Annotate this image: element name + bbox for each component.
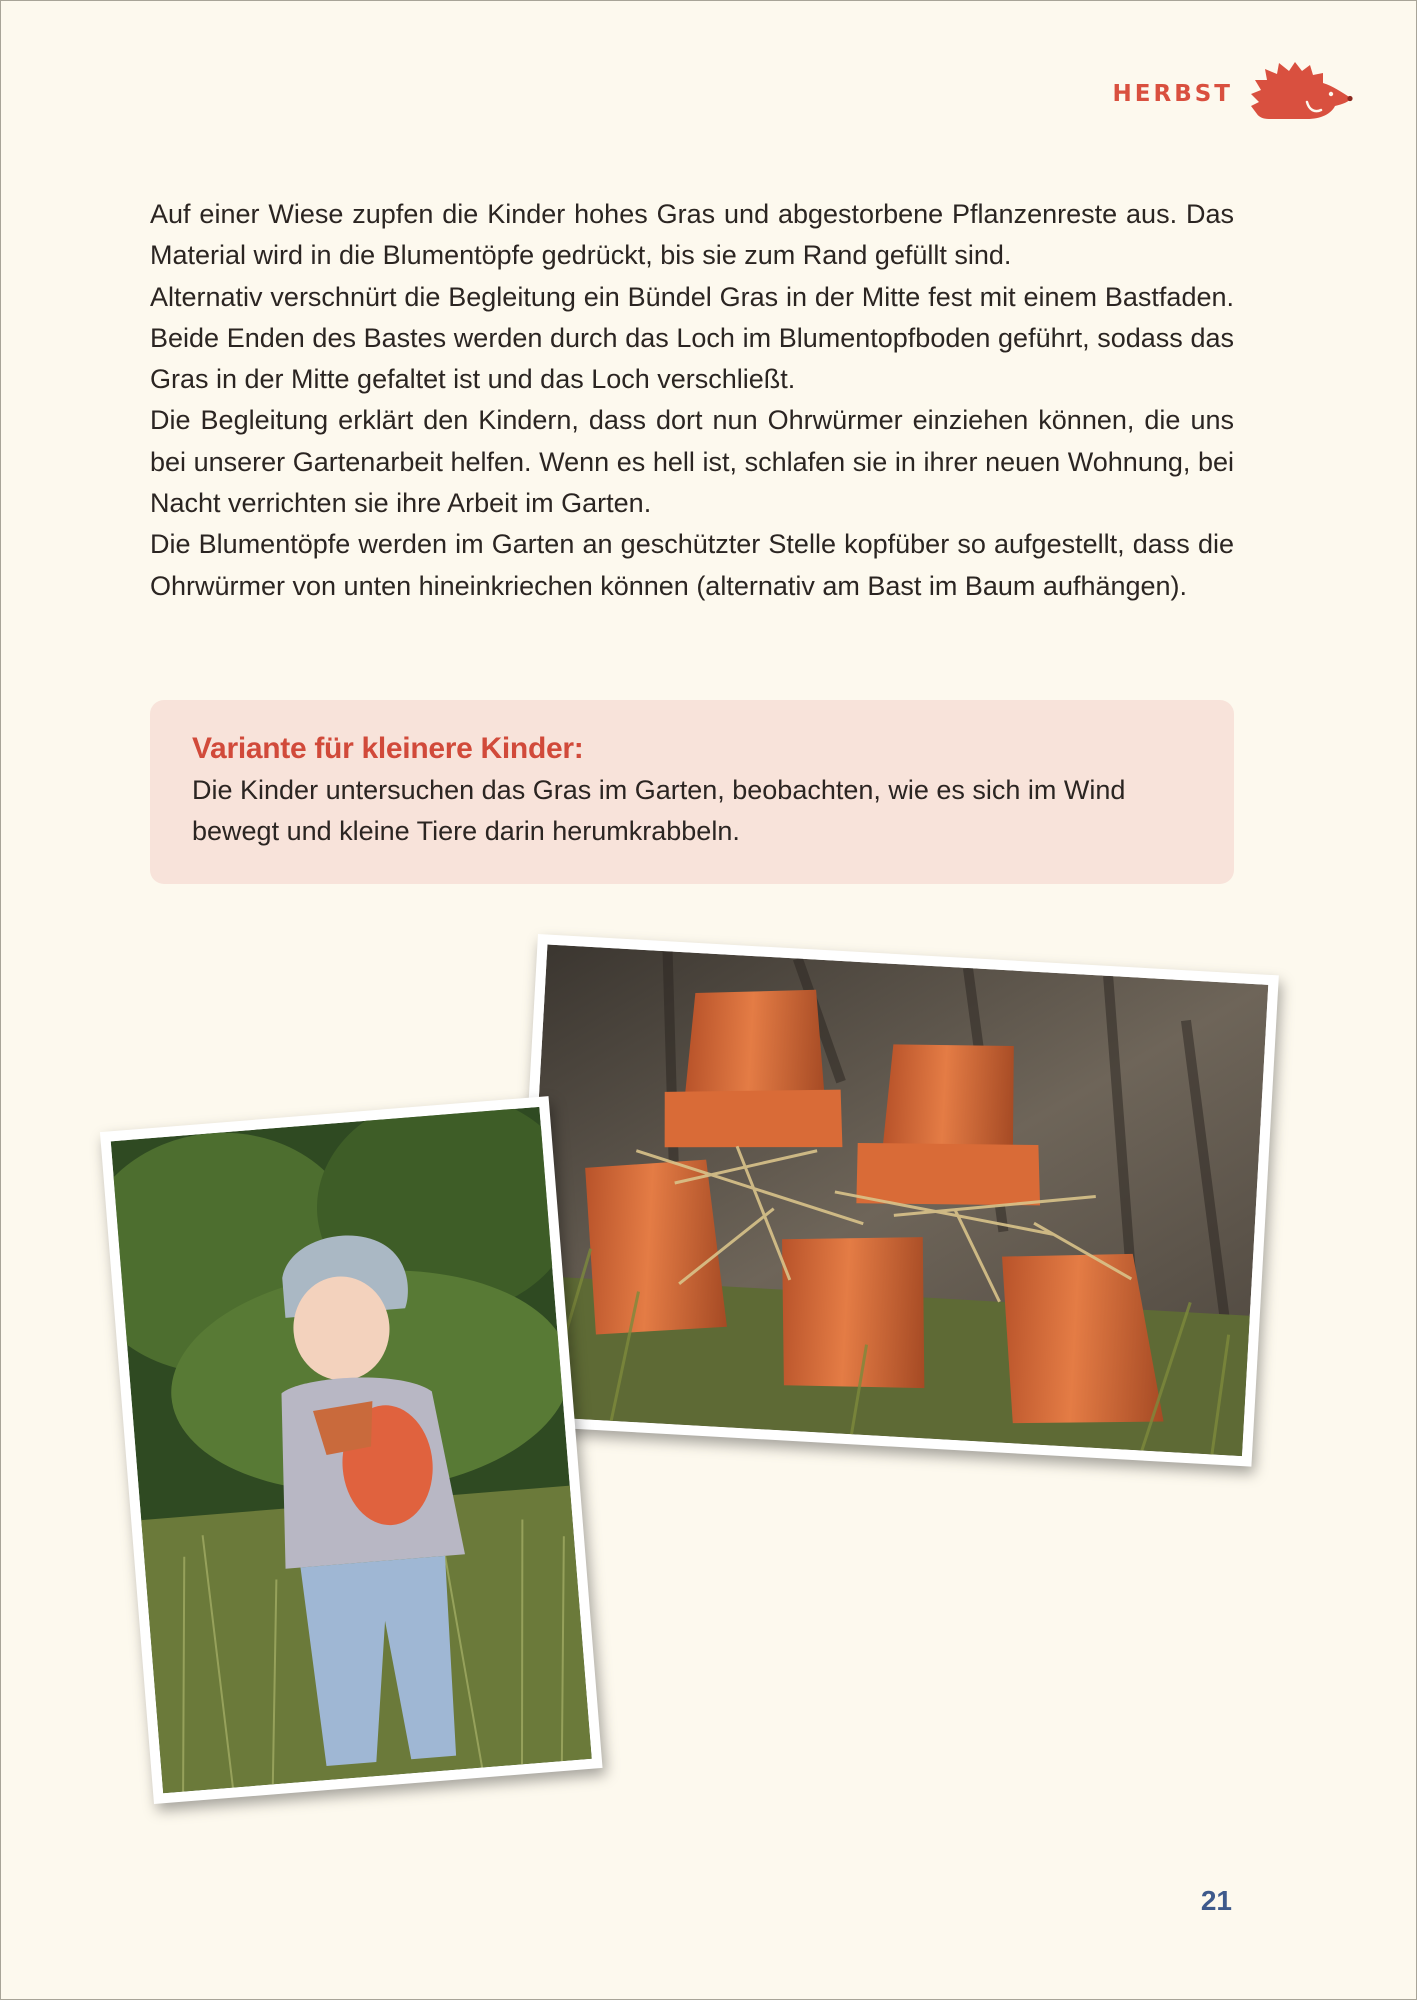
variant-text: Die Kinder untersuchen das Gras im Garten, beobachten, wie es sich im Wind bewegt und kleine Tiere darin herumkrabbeln. [192, 775, 1126, 846]
body-text [150, 194, 1234, 607]
paragraph: Die Blumentöpfe werden im Garten an geschützter Stelle kopfüber so aufgestellt, dass die Ohrwürmer von unten hineinkriechen können (alternativ am Bast im Baum aufhängen). [150, 529, 1234, 601]
paragraph: Auf einer Wiese zupfen die Kinder hohes Gras und abgestorbene Pflanzenreste aus. Das Material wird in die Blumentöpfe gedrückt, bis sie zum Rand gefüllt sind. [150, 199, 1234, 271]
photo-child [100, 1096, 603, 1804]
photo-flowerpots [511, 934, 1279, 1467]
section-label: HERBST [1112, 81, 1233, 107]
variant-box [150, 700, 1234, 884]
page-header [1113, 62, 1353, 126]
hedgehog-icon [1249, 62, 1353, 126]
paragraph: Die Begleitung erklärt den Kindern, dass dort nun Ohrwürmer einziehen können, die uns bei unserer Gartenarbeit helfen. Wenn es hell ist, schlafen sie in ihrer neuen Wohnung, bei Nacht verrichten sie ihre Arbeit im Garten. [150, 405, 1234, 519]
variant-title: Variante für kleinere Kinder: [192, 732, 584, 765]
paragraph: Alternativ verschnürt die Begleitung ein Bündel Gras in der Mitte fest mit einem Bastfaden. Beide Enden des Bastes werden durch das Loch im Blumentopfboden geführt, sodass das Gras in der Mitte gefaltet ist und das Loch verschließt. [150, 281, 1234, 395]
page-number: 21 [1200, 1885, 1232, 1916]
